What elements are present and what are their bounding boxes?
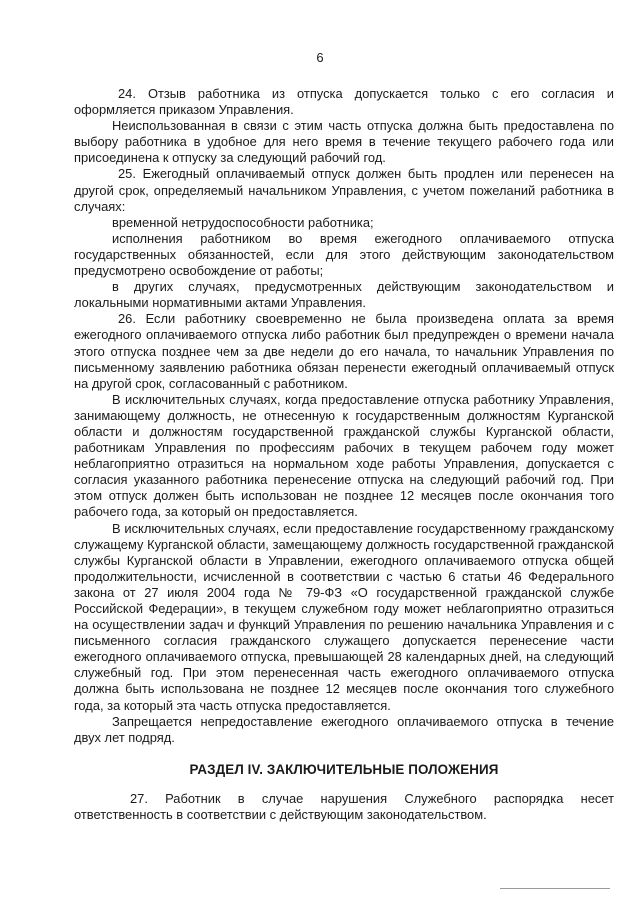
paragraph-24: 24. Отзыв работника из отпуска допускается только с его согласия и оформляется приказом Управления.	[74, 86, 614, 118]
list-item-state-duties: исполнения работником во время ежегодного оплачиваемого отпуска государственных обязанностей, если для этого действующим законодательством предусмотрено освобождение от работы;	[74, 230, 614, 279]
paragraph-26: 26. Если работнику своевременно не была произведена оплата за время ежегодного оплачиваемого отпуска либо работник был предупрежден о времени начала этого отпуска позднее чем за две недели до его начала, то начальник Управления по письменному заявлению работника обязан перенести ежегодный оплачиваемый отпуск на другой срок, согласованный с работником.	[74, 311, 614, 391]
paragraph-27: 27. Работник в случае нарушения Служебного распорядка несет ответственность в соответствии с действующим законодательством.	[74, 790, 614, 822]
section-heading: РАЗДЕЛ IV. ЗАКЛЮЧИТЕЛЬНЫЕ ПОЛОЖЕНИЯ	[189, 761, 499, 777]
paragraph-25: 25. Ежегодный оплачиваемый отпуск должен быть продлен или перенесен на другой срок, определяемый начальником Управления, с учетом пожеланий работника в случаях:	[74, 166, 614, 214]
paragraph-exceptional-civil-servants: В исключительных случаях, если предоставление государственному гражданскому служащему Курганской области, замещающему должность государственной гражданской службы Курганской области в Управлении, ежегодного оплачиваемого отпуска общей продолжительности, исчисленной в соответствии с частью 6 статьи 46 Федерального закона от 27 июля 2004 года № 79-ФЗ «О государственной гражданской службе Российской Федерации», в текущем служебном году может неблагоприятно отразиться на осуществлении задач и функций Управления по решению начальника Управления и с письменного согласия гражданского служащего допускается перенесение части ежегодного оплачиваемого отпуска, превышающей 28 календарных дней, на следующий служебный год. При этом перенесенная часть ежегодного оплачиваемого отпуска должна быть использована не позднее 12 месяцев после окончания того служебного года, за который эта часть отпуска предоставляется.	[74, 520, 614, 713]
footer-rule	[500, 888, 610, 889]
page-number: 6	[316, 50, 324, 65]
paragraph-exceptional-workers: В исключительных случаях, когда предоставление отпуска работнику Управления, занимающему должность, не отнесенную к государственным должностям Курганской области и должностям государственной гражданской службы Курганской области, работникам Управления по профессиям рабочих в текущем рабочем году может неблагоприятно отразиться на нормальном ходе работы Управления, допускается с согласия указанного работника перенесение отпуска на следующий рабочий год. При этом отпуск должен быть использован не позднее 12 месяцев после окончания того рабочего года, за который он предоставляется.	[74, 391, 614, 520]
list-item-temporary-disability: временной нетрудоспособности работника;	[112, 214, 374, 230]
document-body	[74, 86, 614, 823]
paragraph-unused-leave: Неиспользованная в связи с этим часть отпуска должна быть предоставлена по выбору работника в удобное для него время в течение текущего рабочего года или присоединена к отпуску за следующий рабочий год.	[74, 118, 614, 166]
paragraph-prohibition: Запрещается непредоставление ежегодного оплачиваемого отпуска в течение двух лет подряд.	[74, 713, 614, 745]
list-item-other-cases: в других случаях, предусмотренных действующим законодательством и локальными нормативными актами Управления.	[74, 279, 614, 311]
